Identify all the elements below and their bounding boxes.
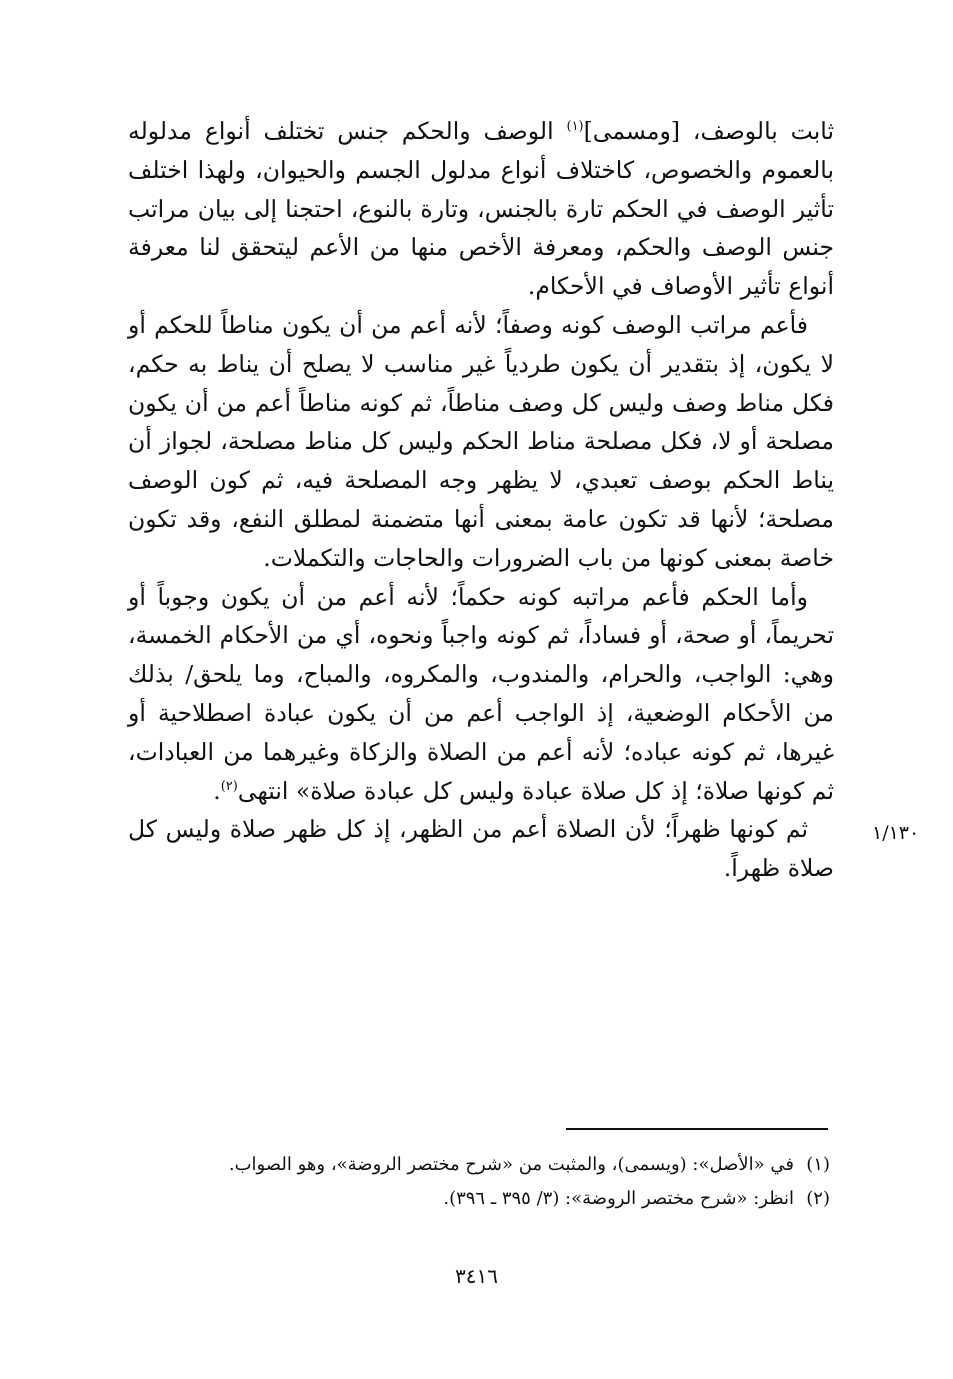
page-number: ٣٤١٦ — [455, 1264, 498, 1288]
footnote-1 — [140, 1148, 830, 1182]
footnote-2 — [140, 1182, 830, 1216]
margin-page-reference: ١/١٣٠ — [872, 822, 920, 844]
footnote-divider — [566, 1128, 828, 1130]
footnote-2-number: (٢) — [806, 1188, 830, 1209]
footnote-1-text: في «الأصل»: (ويسمى)، والمثبت من «شرح مختصر الروضة»، وهو الصواب. — [228, 1154, 794, 1175]
paragraph-1-start: ثابت بالوصف، [ومسمى] — [583, 117, 834, 145]
paragraph-4: ثم كونها ظهراً؛ لأن الصلاة أعم من الظهر، إذ كل ظهر صلاة وليس كل صلاة ظهراً. — [128, 815, 834, 883]
footnote-1-number: (١) — [806, 1154, 830, 1175]
paragraph-1 — [128, 112, 834, 306]
footnote-2-text: انظر: «شرح مختصر الروضة»: (٣/ ٣٩٥ ـ ٣٩٦). — [443, 1188, 794, 1209]
paragraph-3-end: . — [213, 776, 221, 805]
paragraph-3 — [128, 578, 834, 811]
footnote-ref-1[interactable]: (١) — [566, 119, 584, 135]
main-text — [128, 112, 834, 888]
footnote-ref-2[interactable]: (٢) — [220, 778, 238, 794]
paragraph-2: فأعم مراتب الوصف كونه وصفاً؛ لأنه أعم من أن يكون مناطاً للحكم أو لا يكون، إذ بتقدير أن يكون طردياً غير مناسب لا يصلح أن يناط به حكم، فكل مناط وصف وليس كل وصف مناطاً، ثم كونه مناطاً أعم من أن يكون مصلحة أو لا، فكل مصلحة مناط الحكم وليس كل مناط مصلحة، لجواز أن يناط الحكم بوصف تعبدي، لا يظهر وجه المصلحة فيه، ثم كون الوصف مصلحة؛ لأنها قد تكون عامة بمعنى أنها متضمنة لمطلق النفع، وقد تكون خاصة بمعنى كونها من باب الضرورات والحاجات والتكملات. — [128, 310, 834, 572]
paragraph-1-rest: الوصف والحكم جنس تختلف أنواع مدلوله بالعموم والخصوص، كاختلاف أنواع مدلول الجسم والحيوان، ولهذا اختلف تأثير الوصف في الحكم تارة بالجنس، وتارة بالنوع، احتجنا إلى بيان مراتب جنس الوصف والحكم، ومعرفة الأخص منها من الأعم ليتحقق لنا معرفة أنواع تأثير الأوصاف في الأحكام. — [128, 117, 834, 301]
paragraph-3-text: وأما الحكم فأعم مراتبه كونه حكماً؛ لأنه أعم من أن يكون وجوباً أو تحريماً، أو صحة، أو فساداً، ثم كونه واجباً ونحوه، أي من الأحكام الخمسة، وهي: الواجب، والحرام، والمندوب، والمكروه، والمباح، وما يلحق/ بذلك من الأحكام الوضعية، إذ الواجب أعم من أن يكون عبادة اصطلاحية أو غيرها، ثم كونه عباده؛ لأنه أعم من الصلاة والزكاة وغيرهما من العبادات، ثم كونها صلاة؛ إذ كل صلاة عبادة وليس كل عبادة صلاة» انتهى — [128, 582, 834, 805]
footnotes — [140, 1148, 830, 1216]
